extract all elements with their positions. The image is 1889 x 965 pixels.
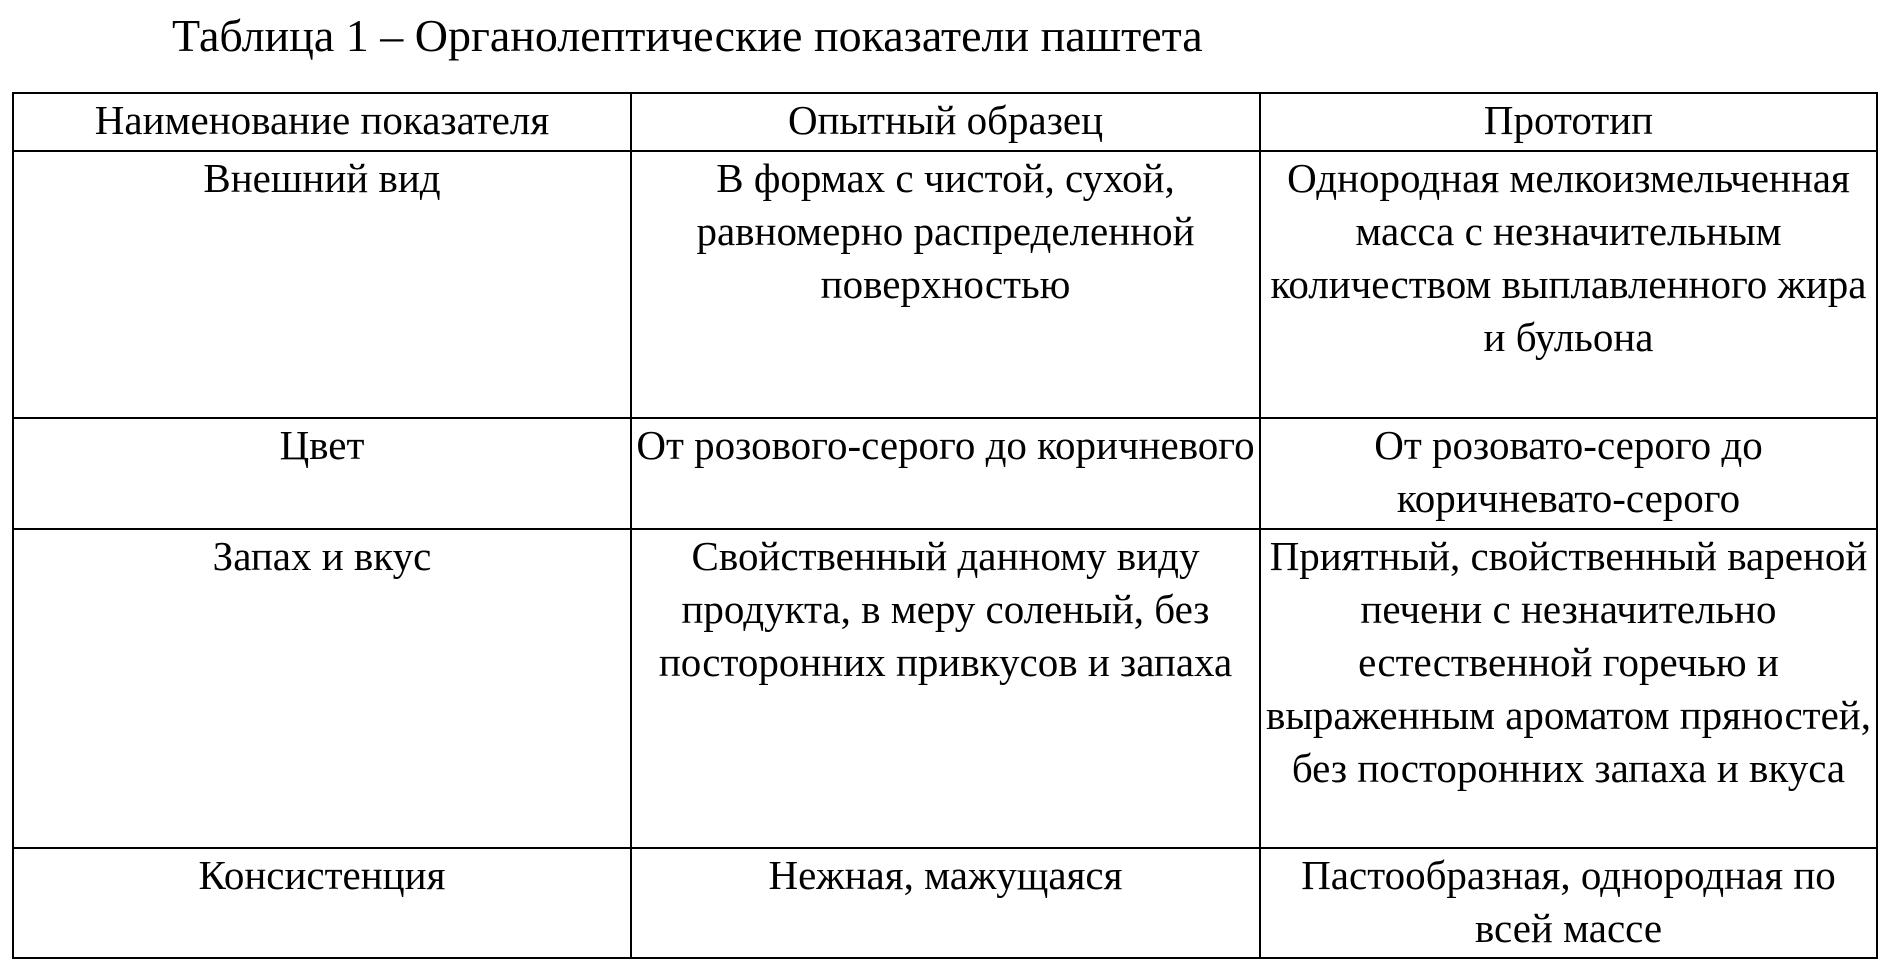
table-row xyxy=(13,151,1877,418)
cell-sample: Нежная, мажущаяся xyxy=(631,848,1260,958)
header-prototype: Прототип xyxy=(1260,93,1877,151)
organoleptic-table xyxy=(12,92,1878,959)
cell-indicator: Цвет xyxy=(13,418,631,529)
cell-prototype: От розовато-серого до коричневато-серого xyxy=(1260,418,1877,529)
cell-indicator: Консистенция xyxy=(13,848,631,958)
table-title: Таблица 1 – Органолептические показатели паштета xyxy=(172,10,1203,61)
cell-prototype: Приятный, свойственный вареной печени с незначительно естественной горечью и выраженным ароматом пряностей, без посторонних запаха и вкуса xyxy=(1260,529,1877,848)
table-row xyxy=(13,529,1877,848)
table-row xyxy=(13,848,1877,958)
table-row xyxy=(13,418,1877,529)
header-test-sample: Опытный образец xyxy=(631,93,1260,151)
cell-indicator: Внешний вид xyxy=(13,151,631,418)
table-header-row xyxy=(13,93,1877,151)
cell-sample: В формах с чистой, сухой, равномерно распределенной поверхностью xyxy=(631,151,1260,418)
cell-sample: Свойственный данному виду продукта, в меру соленый, без посторонних привкусов и запаха xyxy=(631,529,1260,848)
cell-indicator: Запах и вкус xyxy=(13,529,631,848)
header-indicator-name: Наименование показателя xyxy=(13,93,631,151)
cell-prototype: Пастообразная, однородная по всей массе xyxy=(1260,848,1877,958)
cell-sample: От розового-серого до коричневого xyxy=(631,418,1260,529)
cell-prototype: Однородная мелкоизмельченная масса с незначительным количеством выплавленного жира и бульона xyxy=(1260,151,1877,418)
